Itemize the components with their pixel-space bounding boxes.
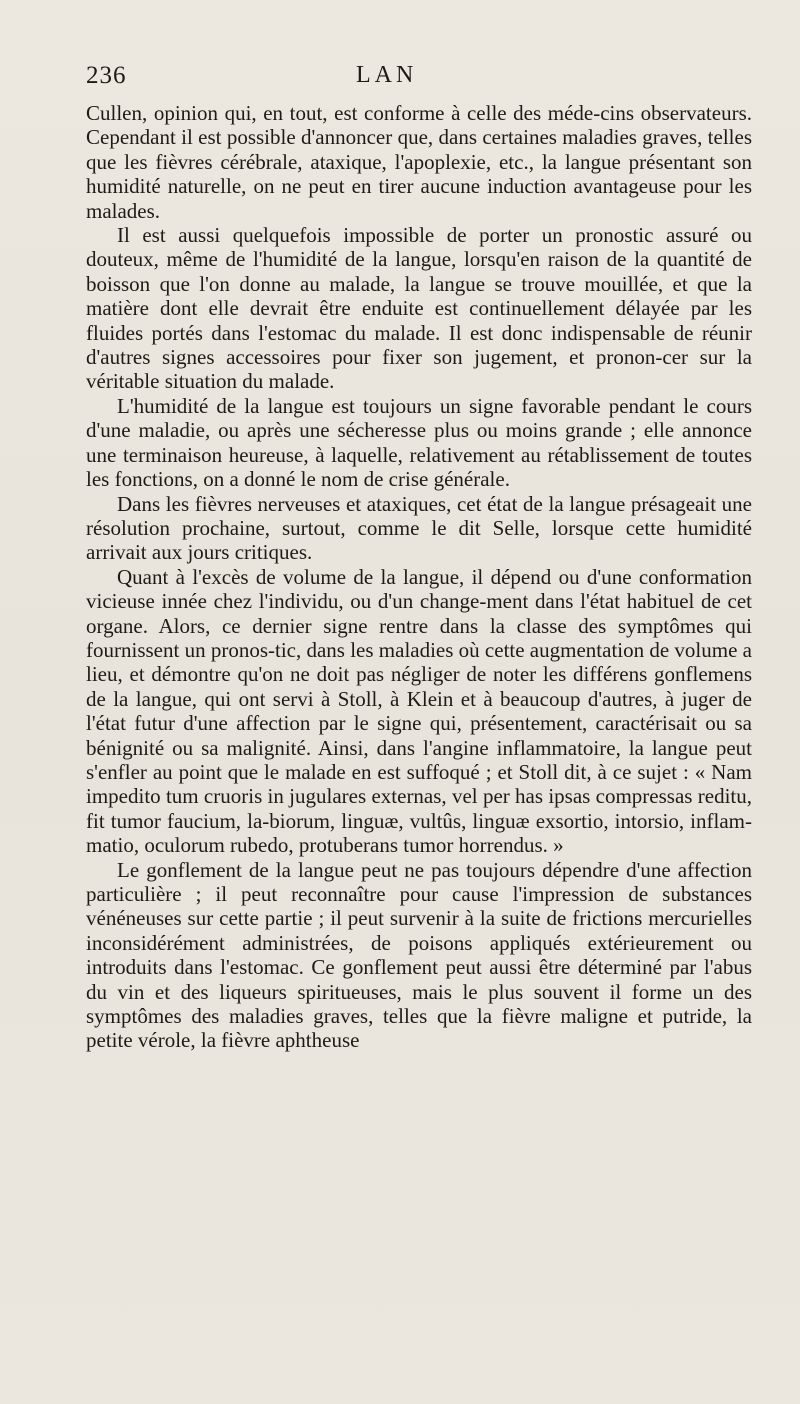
paragraph-1: Cullen, opinion qui, en tout, est conforme à celle des méde-cins observateurs. Cependant il est possible d'annoncer que, dans certaines maladies graves, telles que les fièvres cérébrale, ataxique, l'apoplexie, etc., la langue présentant son humidité naturelle, on ne peut en tirer aucune induction avantageuse pour les malades. [86, 101, 752, 223]
body-text [86, 101, 752, 1053]
paragraph-6: Le gonflement de la langue peut ne pas toujours dépendre d'une affection particulière ; il peut reconnaître pour cause l'impression de substances vénéneuses sur cette partie ; il peut survenir à la suite de frictions mercurielles inconsidérément administrées, de poisons appliqués extérieurement ou introduits dans l'estomac. Ce gonflement peut aussi être déterminé par l'abus du vin et des liqueurs spiritueuses, mais le plus souvent il forme un des symptômes des maladies graves, telles que la fièvre maligne et putride, la petite vérole, la fièvre aphtheuse [86, 857, 752, 1053]
running-head: LAN [356, 62, 418, 88]
page-bottom-margin [0, 1290, 800, 1404]
page-header [86, 62, 752, 98]
paragraph-2: Il est aussi quelquefois impossible de porter un pronostic assuré ou douteux, même de l'humidité de la langue, lorsqu'en raison de la quantité de boisson que l'on donne au malade, la langue se trouve mouillée, et que la matière dont elle devrait être enduite est continuellement délayée par les fluides portés dans l'estomac du malade. Il est donc indispensable de réunir d'autres signes accessoires pour fixer son jugement, et pronon-cer sur la véritable situation du malade. [86, 223, 752, 394]
paragraph-4: Dans les fièvres nerveuses et ataxiques, cet état de la langue présageait une résolution prochaine, surtout, comme le dit Selle, lorsque cette humidité arrivait aux jours critiques. [86, 491, 752, 565]
page-number: 236 [86, 62, 127, 89]
paragraph-3: L'humidité de la langue est toujours un signe favorable pendant le cours d'une maladie, ou après une sécheresse plus ou moins grande ; elle annonce une terminaison heureuse, à laquelle, relativement au rétablissement de toutes les fonctions, on a donné le nom de crise générale. [86, 393, 752, 492]
paragraph-5: Quant à l'excès de volume de la langue, il dépend ou d'une conformation vicieuse innée chez l'individu, ou d'un change-ment dans l'état habituel de cet organe. Alors, ce dernier signe rentre dans la classe des symptômes qui fournissent un pronos-tic, dans les maladies où cette augmentation de volume a lieu, et démontre qu'on ne doit pas négliger de noter les différens gonflemens de la langue, qui ont servi à Stoll, à Klein et à beaucoup d'autres, à juger de l'état futur d'une affection par le signe qui, présentement, caractérisait ou sa bénignité ou sa malignité. Ainsi, dans l'angine inflammatoire, la langue peut s'enfler au point que le malade en est suffoqué ; et Stoll dit, à ce sujet : « Nam impedito tum cruoris in jugulares externas, vel per has ipsas compressas reditu, fit tumor faucium, la-biorum, linguæ, vultûs, linguæ exsortio, intorsio, inflam-matio, oculorum rubedo, protuberans tumor horrendus. » [86, 564, 752, 858]
